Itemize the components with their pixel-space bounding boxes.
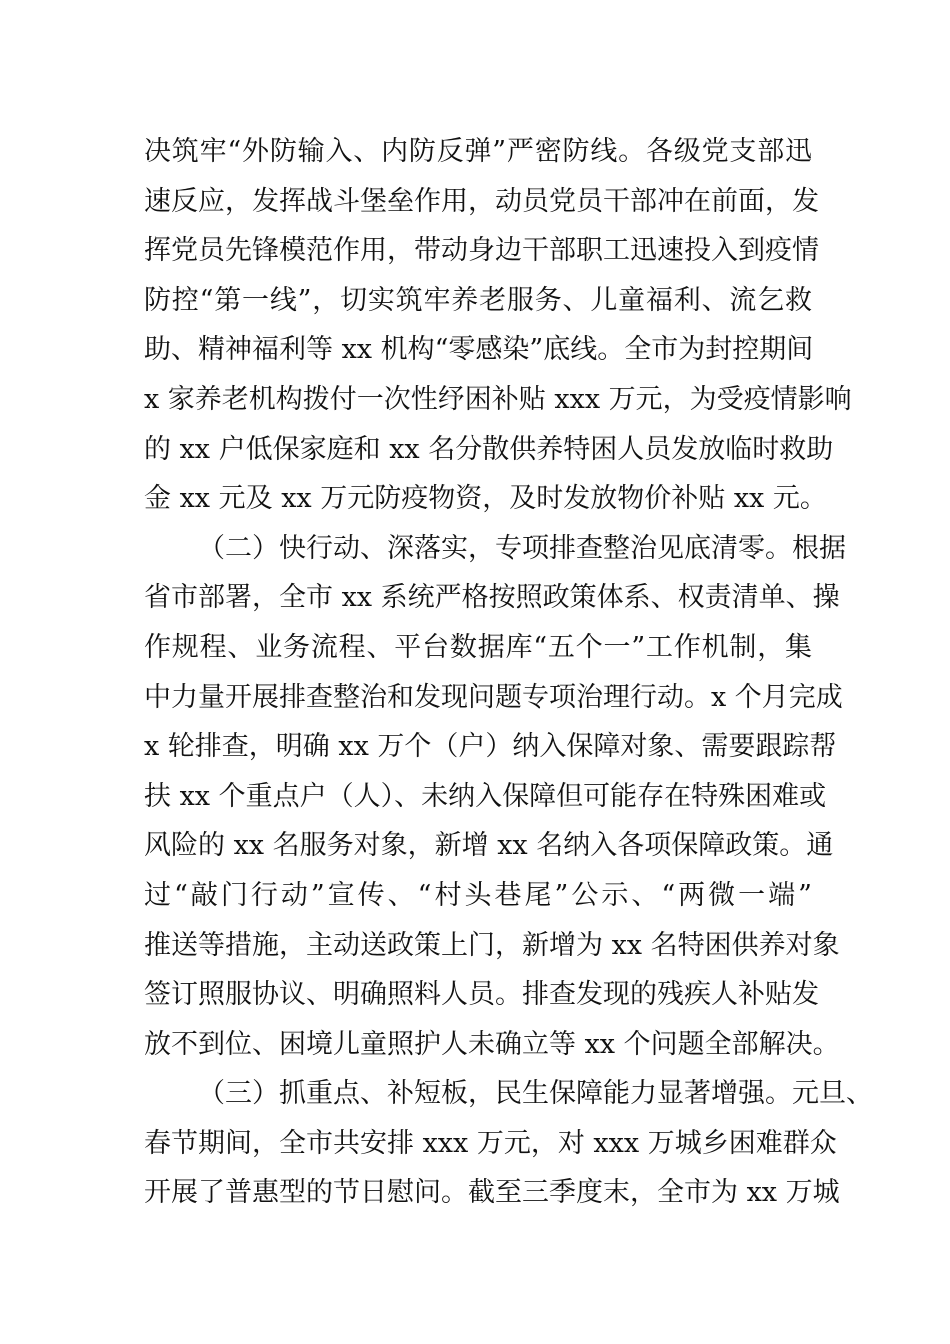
document-body xyxy=(144,127,873,1218)
text-line: x 家养老机构拨付一次性纾困补贴 xxx 万元，为受疫情影响 xyxy=(144,383,852,415)
text-line: x 轮排查，明确 xx 万个（户）纳入保障对象、需要跟踪帮 xyxy=(144,731,837,763)
text-line: 扶 xx 个重点户（人）、未纳入保障但可能存在特殊困难或 xyxy=(144,780,827,812)
text-line: 风险的 xx 名服务对象，新增 xx 名纳入各项保障政策。通 xyxy=(144,830,834,862)
text-line: 过“敲门行动”宣传、“村头巷尾”公示、“两微一端” xyxy=(144,879,812,911)
text-line: 推送等措施，主动送政策上门，新增为 xx 名特困供养对象 xyxy=(144,929,840,961)
text-line: 中力量开展排查整治和发现问题专项治理行动。x 个月完成 xyxy=(144,681,843,713)
text-line: 省市部署，全市 xx 系统严格按照政策体系、权责清单、操 xyxy=(144,582,840,614)
text-line: 决筑牢“外防输入、内防反弹”严密防线。各级党支部迅 xyxy=(144,136,812,167)
text-line: 放不到位、困境儿童照护人未确立等 xx 个问题全部解决。 xyxy=(144,1028,840,1060)
text-line: 开展了普惠型的节日慰问。截至三季度末，全市为 xx 万城 xyxy=(144,1177,840,1209)
text-line: 助、精神福利等 xx 机构“零感染”底线。全市为封控期间 xyxy=(144,334,814,366)
text-line: （二）快行动、深落实，专项排查整治见底清零。根据 xyxy=(198,532,846,564)
text-line: 防控“第一线”，切实筑牢养老服务、儿童福利、流乞救 xyxy=(144,284,812,316)
text-line: 签订照服协议、明确照料人员。排查发现的残疾人补贴发 xyxy=(144,979,819,1011)
text-line: 春节期间，全市共安排 xxx 万元，对 xxx 万城乡困难群众 xyxy=(144,1127,837,1159)
text-line: 的 xx 户低保家庭和 xx 名分散供养特困人员发放临时救助 xyxy=(144,433,834,465)
text-line: 速反应，发挥战斗堡垒作用，动员党员干部冲在前面，发 xyxy=(144,185,819,217)
text-line: 挥党员先锋模范作用，带动身边干部职工迅速投入到疫情 xyxy=(144,235,819,267)
paragraph-3 xyxy=(144,1069,873,1218)
paragraph-1 xyxy=(144,127,852,524)
paragraph-2 xyxy=(144,524,846,1070)
text-line: （三）抓重点、补短板，民生保障能力显著增强。元旦、 xyxy=(198,1078,873,1110)
text-line: 金 xx 元及 xx 万元防疫物资，及时发放物价补贴 xx 元。 xyxy=(144,483,827,515)
text-line: 作规程、业务流程、平台数据库“五个一”工作机制，集 xyxy=(144,631,812,663)
